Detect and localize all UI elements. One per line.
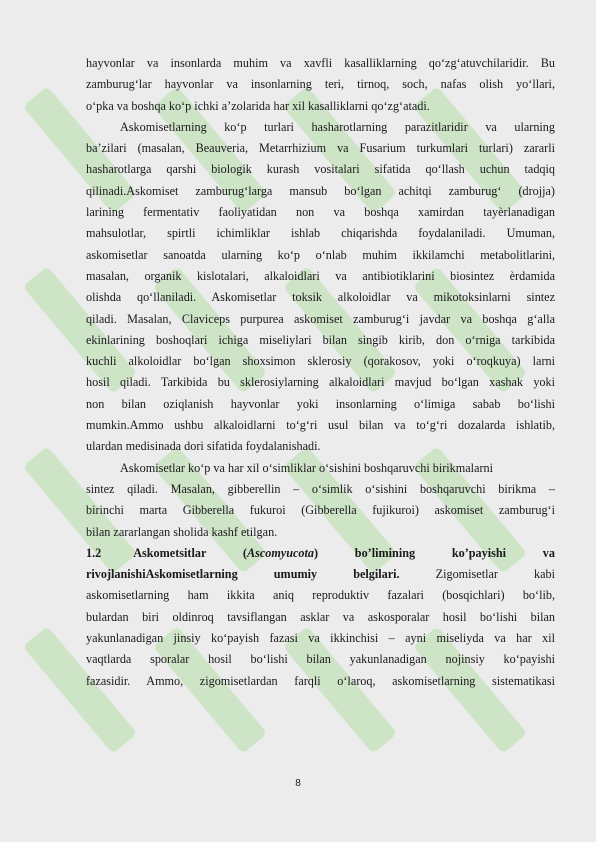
text-line: birinchi marta Gibberella fukuroi (Gibberella fujikuroi) askomiset zamburug‘i [86,503,555,518]
text-line: bulardan biri oldinroq tavsiflangan asklar va askosporalar hosil bo‘lishi bilan [86,609,555,624]
text-line: ba’zilari (masalan, Beauveria, Metarrhizium va Fusarium turkumlari turlari) zararli [86,141,555,156]
text-line: ekinlarining boshoqlari ichiga miseliylari bilan singib kirib, don o‘rniga tarkibida [86,332,555,347]
text-line: qilinadi.Askomiset zamburug‘larga mansub bo‘lgan achitqi zamburug‘ (drojja) [86,183,555,198]
text-line: ulardan medisinada dori sifatida foydalanishadi. [86,439,321,454]
section-heading-line2 [86,564,555,585]
text-line: non bilan oziqlanish hayvonlar yoki insonlarning o‘limiga sabab bo‘lishi [86,396,555,411]
text-line: hayvonlar va insonlarda muhim va xavfli kasalliklarning qo‘zg‘atuvchilaridir. Bu [86,56,555,70]
text-line: sintez qiladi. Masalan, gibberellin – o‘simlik o‘sishini boshqaruvchi birikma – [86,481,555,496]
document-body [86,53,555,692]
text-line: askomisetlarning ham ikkita aniq reproduktiv fazalari (bosqichlari) bo‘lib, [86,588,555,603]
text-line: mahsulotlar, spirtli ichimliklar ishlab chiqarishda foydalaniladi. Umuman, [86,226,555,241]
text-line: kuchli alkoloidlar bo‘lgan shoxsimon sklerosiy (qorakosov, yoki o‘roqkuya) larni [86,354,555,369]
text-line: Askomisetlarning ko‘p turlari hasharotlarning parazitlaridir va ularning [120,119,555,134]
text-line: qiladi. Masalan, Claviceps purpurea askomiset zamburug‘i javdar va boshqa g‘alla [86,311,555,326]
text-line: o‘pka va boshqa ko‘p ichki a’zolarida har xil kasalliklarni qo‘zg‘atadi. [86,98,430,113]
section-number: 1.2 [86,545,102,560]
text-line: bilan zararlangan sholida kashf etilgan. [86,524,278,539]
section-title-continuation: rivojlanishiAskomisetlarning umumiy belgilari. [86,567,400,582]
section-title-part1: Askometsitlar ( [133,545,247,560]
text-line: vaqtlarda sporalar hosil bo‘lishi bilan yakunlanadigan nojinsiy ko‘payishi [86,652,555,667]
section-heading [86,543,555,564]
page-number: 8 [295,778,301,789]
text-line: askomisetlar sanoatda ularning ko‘p o‘nlab muhim ikkilamchi metabolitlarini, [86,247,555,262]
section-title-part2: ) bo’limining ko’payishi va [313,545,555,560]
text-line: hasharotlarga qarshi biologik kurash vositalari sifatida qo‘llash uchun tadqiq [86,162,555,177]
text-line: masalan, organik kislotalari, alkaloidlari va antibiotiklarini biosintez èrdamida [86,268,555,283]
text-line-rest: Zigomisetlar kabi [399,567,556,582]
text-line: olishda qo‘llaniladi. Askomisetlar toksik alkoloidlar va mikotoksinlarni sintez [86,290,555,305]
section-title-italic: Ascomyucota [246,545,314,560]
text-line: zamburug‘lar hayvonlar va insonlarning teri, tirnoq, soch, nafas olish yo‘llari, [86,77,555,92]
text-line: mumkin.Ammo ushbu alkaloidlarni to‘g‘ri usul bilan va to‘g‘ri dozalarda ishlatib, [86,418,555,433]
text-line: Askomisetlar ko‘p va har xil o‘simliklar o‘sishini boshqaruvchi birikmalarni [120,460,494,475]
text-line: larining fermentativ faoliyatidan non va boshqa xamirdan tayèrlanadigan [86,205,555,220]
text-line: yakunlanadigan jinsiy ko‘payish fazasi va ikkinchisi – ayni miseliyda va har xil [86,631,555,646]
text-line: hosil qiladi. Tarkibida bu sklerosiylarning alkaloidlari mavjud bo‘lgan xashak yoki [86,375,555,390]
text-line: fazasidir. Ammo, zigomisetlardan farqli o‘laroq, askomisetlarning sistematikasi [86,673,555,688]
